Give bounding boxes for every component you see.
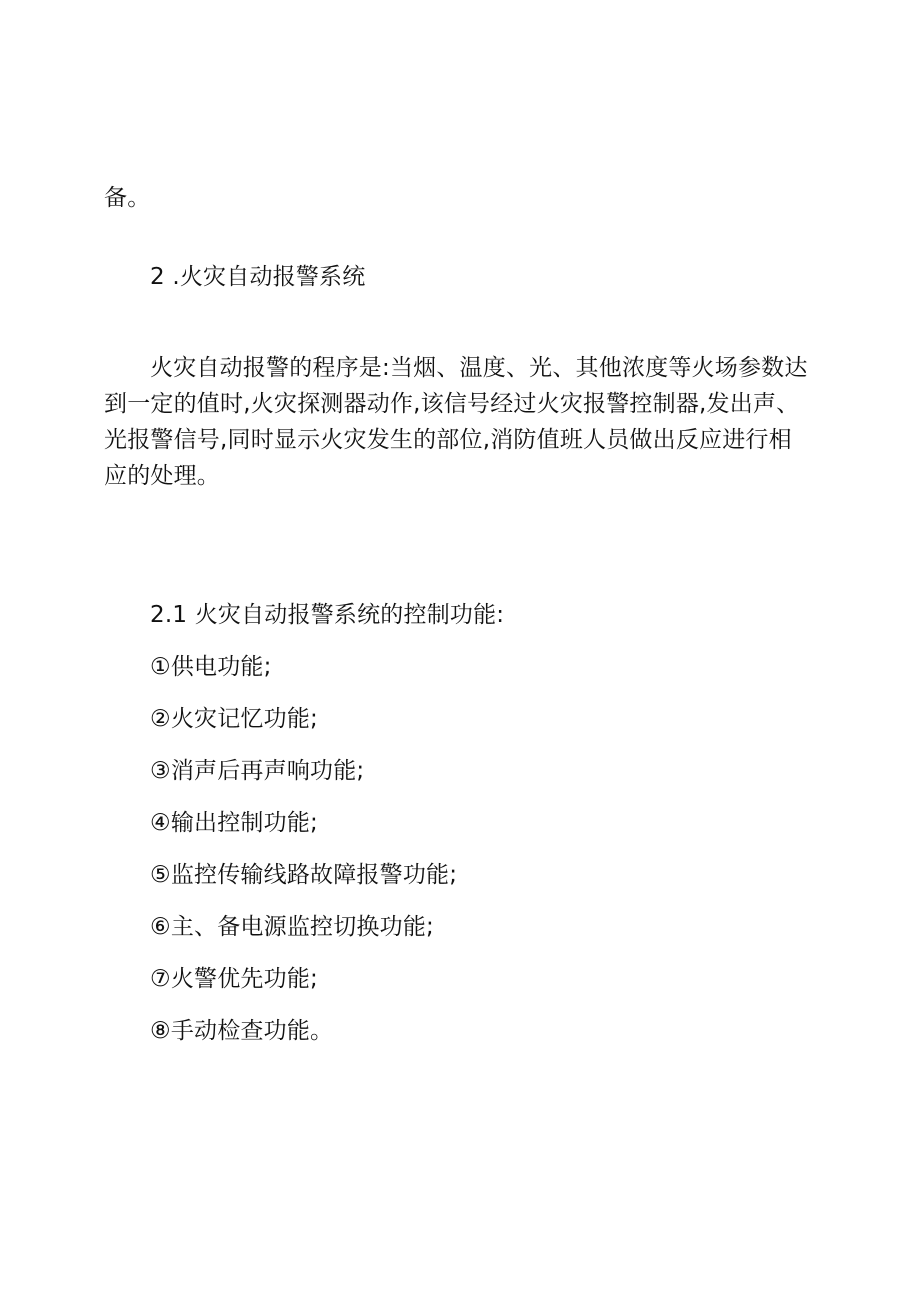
function-item-3: ③消声后再声响功能; xyxy=(150,758,365,784)
paragraph-line-2: 到一定的值时,火灾探测器动作,该信号经过火灾报警控制器,发出声、 xyxy=(104,391,800,417)
section-heading-2-1: 2.1 火灾自动报警系统的控制功能: xyxy=(150,602,505,628)
function-item-1: ①供电功能; xyxy=(150,654,272,680)
function-item-8: ⑧手动检查功能。 xyxy=(150,1018,334,1044)
function-item-6: ⑥主、备电源监控切换功能; xyxy=(150,914,434,940)
paragraph-line-3: 光报警信号,同时显示火灾发生的部位,消防值班人员做出反应进行相 xyxy=(104,427,792,453)
function-item-4: ④输出控制功能; xyxy=(150,810,318,836)
text-fragment-top: 备。 xyxy=(104,185,151,211)
function-item-5: ⑤监控传输线路故障报警功能; xyxy=(150,862,458,888)
section-heading-2: 2 .火灾自动报警系统 xyxy=(150,264,366,290)
paragraph-line-4: 应的处理。 xyxy=(104,463,220,489)
function-item-2: ②火灾记忆功能; xyxy=(150,706,318,732)
body-paragraph xyxy=(104,350,814,494)
function-item-7: ⑦火警优先功能; xyxy=(150,966,318,992)
paragraph-line-1: 火灾自动报警的程序是:当烟、温度、光、其他浓度等火场参数达 xyxy=(150,355,808,381)
